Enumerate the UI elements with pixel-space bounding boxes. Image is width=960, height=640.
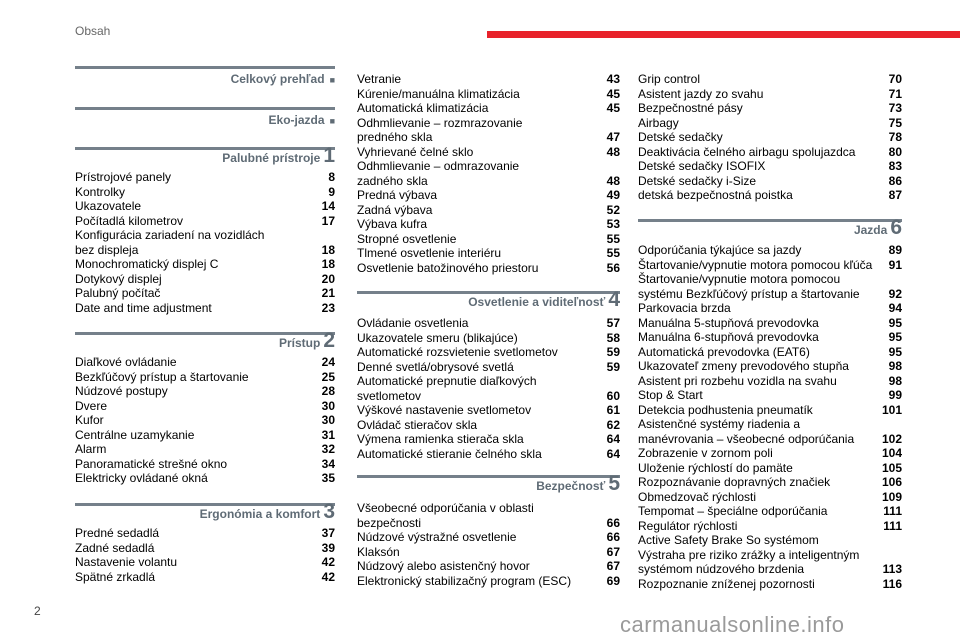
toc-entry[interactable] <box>638 533 902 577</box>
section-number: 2 <box>323 329 335 352</box>
section-title: Celkový prehľad <box>230 72 325 86</box>
toc-entry[interactable] <box>75 214 335 229</box>
toc-entry-page: 49 <box>606 188 620 202</box>
toc-entry[interactable] <box>638 130 902 145</box>
toc-entry-title: Ukazovatele smeru (blikajúce) <box>357 330 518 345</box>
toc-entry-title: Štartovanie/vypnutie motora pomocou kľúča <box>638 257 873 272</box>
toc-entry-title: Prístrojové panely <box>75 170 172 184</box>
toc-entry-page: 66 <box>606 515 620 530</box>
section-title: Osvetlenie a viditeľnosť <box>468 295 606 309</box>
toc-entry[interactable] <box>357 331 620 346</box>
toc-entry-page: 92 <box>888 286 902 301</box>
toc-entry[interactable] <box>638 504 902 519</box>
toc-entry-page: 64 <box>606 446 620 461</box>
toc-entry-title: Palubný počítač <box>75 286 161 300</box>
toc-entry[interactable] <box>638 188 902 203</box>
toc-entry[interactable] <box>357 101 620 116</box>
toc-entry[interactable] <box>357 203 620 218</box>
toc-entry-page: 106 <box>881 475 902 489</box>
toc-entry-page: 95 <box>888 344 902 359</box>
toc-entry[interactable] <box>638 316 902 331</box>
toc-entry-title: Bezpečnostné pásy <box>638 101 743 115</box>
toc-entry-title: Automatická prevodovka (EAT6) <box>638 344 810 359</box>
toc-entry-page: 18 <box>321 242 335 257</box>
toc-entry-title: Klaksón <box>357 544 400 559</box>
toc-entry-title: Odhmlievanie – odmrazovanie zadného skla <box>357 159 520 188</box>
toc-entry-title: Výbava kufra <box>357 217 428 231</box>
toc-entry[interactable] <box>357 217 620 232</box>
toc-entry[interactable] <box>357 72 620 87</box>
toc-entry-title: Automatické rozsvietenie svetlometov <box>357 345 558 359</box>
toc-entry-page: 59 <box>606 345 620 359</box>
section-title: Palubné prístroje <box>222 151 321 165</box>
toc-entry-title: Predná výbava <box>357 188 438 202</box>
toc-entry-title: Parkovacia brzda <box>638 301 731 315</box>
toc-entry-title: Panoramatické strešné okno <box>75 456 228 471</box>
toc-entry[interactable] <box>357 545 620 560</box>
toc-entry[interactable] <box>357 374 620 403</box>
toc-entry-page: 18 <box>321 257 335 271</box>
toc-entry[interactable] <box>638 519 902 534</box>
toc-entry-page: 60 <box>606 388 620 403</box>
section-title: Eko-jazda <box>268 113 325 127</box>
toc-entry-page: 45 <box>606 86 620 101</box>
section-title: Prístup <box>278 336 321 350</box>
toc-entry-title: Rozpoznanie zníženej pozornosti <box>638 576 815 591</box>
toc-entry-title: Výmena ramienka stierača skla <box>357 432 524 446</box>
toc-entry-title: Zadná výbava <box>357 202 433 217</box>
toc-entry-page: 109 <box>881 489 902 504</box>
toc-entry[interactable] <box>75 526 335 541</box>
section-number: 6 <box>890 216 902 239</box>
toc-entry-page: 14 <box>321 199 335 213</box>
toc-entry[interactable] <box>357 432 620 447</box>
toc-entry-title: Grip control <box>638 72 701 86</box>
toc-entry-page: 53 <box>606 217 620 231</box>
toc-entry[interactable] <box>75 442 335 457</box>
toc-entry[interactable] <box>75 355 335 370</box>
toc-list-4 <box>357 316 620 461</box>
header-accent-bar <box>487 31 960 38</box>
toc-entry[interactable] <box>357 159 620 188</box>
toc-entry[interactable] <box>75 399 335 414</box>
toc-entry-page: 56 <box>606 260 620 275</box>
toc-entry[interactable] <box>638 446 902 461</box>
section-title: Ergonómia a komfort <box>199 507 321 521</box>
toc-entry-page: 9 <box>328 184 335 199</box>
toc-entry-page: 102 <box>881 431 902 446</box>
toc-entry[interactable] <box>357 403 620 418</box>
toc-entry[interactable] <box>638 243 902 258</box>
toc-entry-page: 28 <box>321 384 335 398</box>
toc-entry[interactable] <box>75 257 335 272</box>
toc-entry-page: 47 <box>606 130 620 144</box>
toc-entry-page: 35 <box>321 471 335 485</box>
section-divider <box>75 66 335 69</box>
toc-entry[interactable] <box>638 72 902 87</box>
toc-entry-page: 99 <box>888 388 902 402</box>
toc-list-5 <box>357 501 620 588</box>
toc-entry-title: Núdzové výstražné osvetlenie <box>357 530 517 544</box>
toc-entry[interactable] <box>638 403 902 418</box>
toc-entry-title: Kontrolky <box>75 184 126 199</box>
toc-entry[interactable] <box>357 530 620 545</box>
toc-entry-page: 42 <box>321 569 335 584</box>
toc-entry-page: 95 <box>888 315 902 330</box>
toc-entry-title: Detské sedačky ISOFIX <box>638 159 766 173</box>
toc-entry[interactable] <box>75 384 335 399</box>
toc-entry-page: 55 <box>606 231 620 246</box>
toc-entry-title: Stop & Start <box>638 388 703 402</box>
section-number: 3 <box>323 500 335 523</box>
toc-entry-title: Osvetlenie batožinového priestoru <box>357 260 539 275</box>
toc-list-2 <box>75 355 335 486</box>
toc-entry-title: Detské sedačky i-Size <box>638 173 757 188</box>
section-title: Bezpečnosť <box>536 479 606 493</box>
toc-entry-page: 30 <box>321 413 335 427</box>
toc-entry-title: Počítadlá kilometrov <box>75 213 184 228</box>
toc-entry[interactable] <box>638 159 902 174</box>
toc-entry[interactable] <box>357 145 620 160</box>
toc-entry-title: Detské sedačky <box>638 130 723 144</box>
toc-entry[interactable] <box>357 559 620 574</box>
toc-entry-title: Nastavenie volantu <box>75 555 178 569</box>
toc-entry-page: 52 <box>606 202 620 217</box>
toc-entry-title: Konfigurácia zariadení na vozidlách bez displeja <box>75 228 265 257</box>
toc-entry-page: 62 <box>606 417 620 432</box>
toc-entry[interactable] <box>357 360 620 375</box>
toc-entry-title: Ovládač stieračov skla <box>357 417 478 432</box>
toc-entry-page: 61 <box>606 403 620 417</box>
toc-entry-title: Spätné zrkadlá <box>75 569 156 584</box>
toc-entry[interactable] <box>75 413 335 428</box>
toc-entry-page: 32 <box>321 442 335 456</box>
toc-entry[interactable] <box>75 555 335 570</box>
toc-entry[interactable] <box>638 417 902 446</box>
toc-entry-title: Elektricky ovládané okná <box>75 471 208 485</box>
toc-entry-title: Núdzové postupy <box>75 384 168 398</box>
toc-entry-title: Ukazovatele <box>75 199 142 213</box>
toc-entry-page: 111 <box>883 504 902 518</box>
toc-entry[interactable] <box>638 87 902 102</box>
toc-entry-page: 98 <box>888 373 902 388</box>
toc-entry[interactable] <box>357 345 620 360</box>
toc-entry[interactable] <box>638 345 902 360</box>
toc-entry-page: 59 <box>606 359 620 374</box>
toc-entry-title: Zadné sedadlá <box>75 540 155 555</box>
toc-entry-title: Asistent pri rozbehu vozidla na svahu <box>638 373 837 388</box>
toc-entry[interactable] <box>638 145 902 160</box>
toc-entry-title: Bezkľúčový prístup a štartovanie <box>75 369 249 384</box>
toc-entry-page: 64 <box>606 432 620 446</box>
toc-entry-title: Asistenčné systémy riadenia a manévrovania – všeobecné odporúčania <box>638 417 855 446</box>
toc-entry-page: 30 <box>321 398 335 413</box>
toc-entry-title: Kúrenie/manuálna klimatizácia <box>357 86 520 101</box>
section-divider <box>75 107 335 110</box>
toc-entry-title: Ukazovateľ zmeny prevodového stupňa <box>638 359 849 373</box>
toc-entry-page: 101 <box>881 402 902 417</box>
toc-entry-title: Active Safety Brake So systémom Výstraha pre riziko zrážky a inteligentným systémom núdzového brzdenia <box>638 533 860 576</box>
section-number: 5 <box>608 472 620 495</box>
toc-entry-title: Štartovanie/vypnutie motora pomocou systému Bezkľúčový prístup a štartovanie <box>638 272 860 301</box>
toc-entry-title: Odporúčania týkajúce sa jazdy <box>638 243 802 257</box>
section-heading-5[interactable] <box>536 474 620 493</box>
toc-list-safety-cont <box>638 72 902 203</box>
toc-entry-title: Date and time adjustment <box>75 300 212 315</box>
section-heading-eko[interactable] <box>269 113 335 127</box>
toc-entry-page: 95 <box>888 330 902 344</box>
toc-entry-page: 66 <box>606 530 620 544</box>
toc-entry[interactable] <box>75 185 335 200</box>
toc-entry-page: 48 <box>606 173 620 188</box>
toc-entry-page: 89 <box>888 243 902 257</box>
toc-entry[interactable] <box>638 374 902 389</box>
toc-entry-page: 45 <box>606 101 620 115</box>
toc-entry-title: Vetranie <box>357 72 402 86</box>
toc-entry[interactable] <box>357 246 620 261</box>
toc-entry-title: Automatické prepnutie diaľkových svetlometov <box>357 374 537 403</box>
section-heading-1[interactable] <box>222 146 335 165</box>
section-marker-icon: ■ <box>329 116 335 126</box>
toc-entry-title: Diaľkové ovládanie <box>75 355 177 369</box>
toc-entry-page: 94 <box>888 301 902 315</box>
toc-entry-title: Kufor <box>75 413 104 427</box>
toc-entry-title: Odhmlievanie – rozmrazovanie predného skla <box>357 115 523 144</box>
toc-entry-page: 80 <box>888 144 902 159</box>
toc-entry-title: Regulátor rýchlosti <box>638 518 738 533</box>
toc-entry-page: 31 <box>321 427 335 442</box>
toc-entry-page: 105 <box>881 460 902 475</box>
toc-entry[interactable] <box>357 574 620 589</box>
toc-entry-title: Všeobecné odporúčania v oblasti bezpečnosti <box>357 501 534 530</box>
toc-entry-title: Elektronický stabilizačný program (ESC) <box>357 573 572 588</box>
toc-entry[interactable] <box>638 475 902 490</box>
toc-entry-title: Obmedzovač rýchlosti <box>638 489 757 504</box>
section-number: 1 <box>323 144 335 167</box>
toc-entry-title: Airbagy <box>638 115 679 130</box>
toc-entry-title: Detekcia podhustenia pneumatík <box>638 402 813 417</box>
toc-entry-page: 67 <box>606 559 620 573</box>
toc-list-comfort-cont <box>357 72 620 275</box>
toc-entry[interactable] <box>75 471 335 486</box>
toc-entry-page: 71 <box>888 86 902 101</box>
toc-entry-title: Rozpoznávanie dopravných značiek <box>638 475 831 489</box>
toc-entry-title: Výškové nastavenie svetlometov <box>357 403 532 417</box>
toc-entry[interactable] <box>75 199 335 214</box>
toc-entry[interactable] <box>75 301 335 316</box>
toc-entry-title: Centrálne uzamykanie <box>75 427 195 442</box>
toc-entry-title: Vyhrievané čelné sklo <box>357 144 474 159</box>
toc-entry-page: 78 <box>888 130 902 144</box>
toc-entry-page: 20 <box>321 271 335 286</box>
toc-entry-title: Zobrazenie v zornom poli <box>638 446 773 460</box>
toc-entry[interactable] <box>638 272 902 301</box>
toc-entry-title: Alarm <box>75 442 107 456</box>
toc-entry[interactable] <box>638 490 902 505</box>
toc-entry-page: 75 <box>888 115 902 130</box>
toc-entry[interactable] <box>75 570 335 585</box>
toc-entry[interactable] <box>357 116 620 145</box>
toc-entry[interactable] <box>357 232 620 247</box>
toc-entry[interactable] <box>357 418 620 433</box>
toc-entry-title: Dvere <box>75 398 108 413</box>
toc-list-3 <box>75 526 335 584</box>
toc-entry[interactable] <box>357 316 620 331</box>
toc-entry-page: 43 <box>606 72 620 86</box>
toc-entry[interactable] <box>75 286 335 301</box>
toc-entry-page: 83 <box>888 159 902 173</box>
toc-entry-title: detská bezpečnostná poistka <box>638 188 793 202</box>
toc-entry[interactable] <box>638 461 902 476</box>
toc-entry-page: 104 <box>881 446 902 460</box>
toc-entry[interactable] <box>357 87 620 102</box>
toc-entry[interactable] <box>75 541 335 556</box>
toc-entry[interactable] <box>75 457 335 472</box>
section-heading-2[interactable] <box>279 331 335 350</box>
toc-entry[interactable] <box>357 261 620 276</box>
toc-entry-page: 86 <box>888 173 902 188</box>
toc-entry-title: Núdzový alebo asistenčný hovor <box>357 559 530 573</box>
toc-entry-title: Asistent jazdy zo svahu <box>638 86 764 101</box>
toc-list-6 <box>638 243 902 591</box>
toc-entry-title: Uloženie rýchlostí do pamäte <box>638 460 793 475</box>
toc-entry-page: 73 <box>888 101 902 115</box>
toc-entry[interactable] <box>75 428 335 443</box>
toc-entry-page: 116 <box>882 576 902 591</box>
toc-entry-title: Tempomat – špeciálne odporúčania <box>638 504 828 518</box>
toc-entry[interactable] <box>75 272 335 287</box>
toc-entry[interactable] <box>638 116 902 131</box>
toc-entry[interactable] <box>638 174 902 189</box>
toc-entry-title: Automatické stieranie čelného skla <box>357 446 542 461</box>
toc-entry-title: Stropné osvetlenie <box>357 231 457 246</box>
toc-entry[interactable] <box>638 258 902 273</box>
toc-entry-page: 23 <box>321 300 335 315</box>
toc-entry-title: Tlmené osvetlenie interiéru <box>357 246 502 260</box>
toc-entry-page: 69 <box>606 573 620 588</box>
toc-entry-page: 87 <box>888 188 902 202</box>
toc-entry-page: 37 <box>321 526 335 540</box>
toc-entry-page: 21 <box>321 286 335 300</box>
toc-entry-page: 58 <box>606 330 620 345</box>
section-heading-3[interactable] <box>200 502 335 521</box>
toc-entry-title: Ovládanie osvetlenia <box>357 316 469 330</box>
watermark: carmanualsonline.info <box>620 612 845 637</box>
toc-entry-page: 91 <box>888 257 902 272</box>
toc-entry[interactable] <box>357 501 620 530</box>
toc-entry[interactable] <box>638 388 902 403</box>
section-title: Jazda <box>853 223 888 237</box>
section-heading-celkovy[interactable] <box>231 72 335 86</box>
toc-entry[interactable] <box>638 330 902 345</box>
toc-entry-page: 57 <box>606 316 620 330</box>
toc-entry-page: 34 <box>321 456 335 471</box>
toc-entry[interactable] <box>638 577 902 592</box>
toc-entry-page: 48 <box>606 144 620 159</box>
toc-entry-page: 111 <box>883 518 902 533</box>
page-number: 2 <box>34 604 41 618</box>
toc-entry[interactable] <box>75 228 335 257</box>
toc-entry-title: Predné sedadlá <box>75 526 160 540</box>
toc-entry-page: 39 <box>321 540 335 555</box>
toc-entry-title: Manuálna 6-stupňová prevodovka <box>638 330 819 344</box>
toc-entry[interactable] <box>75 170 335 185</box>
toc-entry-page: 8 <box>328 170 335 184</box>
toc-entry-title: Monochromatický displej C <box>75 257 219 271</box>
toc-entry-page: 42 <box>321 555 335 569</box>
toc-entry-title: Automatická klimatizácia <box>357 101 489 115</box>
toc-entry-page: 98 <box>888 359 902 373</box>
header-title: Obsah <box>75 24 111 38</box>
toc-entry-page: 67 <box>606 544 620 559</box>
toc-entry-page: 25 <box>321 369 335 384</box>
section-heading-4[interactable] <box>468 290 620 309</box>
toc-entry-title: Manuálna 5-stupňová prevodovka <box>638 315 819 330</box>
toc-entry-title: Deaktivácia čelného airbagu spolujazdca <box>638 144 856 159</box>
toc-entry-page: 113 <box>882 562 902 576</box>
section-marker-icon: ■ <box>329 75 335 85</box>
toc-entry-title: Denné svetlá/obrysové svetlá <box>357 359 514 374</box>
toc-entry-page: 17 <box>321 213 335 228</box>
toc-list-1 <box>75 170 335 315</box>
toc-entry[interactable] <box>357 447 620 462</box>
toc-entry-page: 24 <box>321 355 335 369</box>
toc-entry-page: 70 <box>888 72 902 86</box>
section-heading-6[interactable] <box>854 218 902 237</box>
toc-entry[interactable] <box>638 101 902 116</box>
section-number: 4 <box>608 288 620 311</box>
toc-entry-title: Dotykový displej <box>75 271 162 286</box>
toc-entry[interactable] <box>75 370 335 385</box>
toc-entry[interactable] <box>357 188 620 203</box>
toc-entry[interactable] <box>638 301 902 316</box>
toc-entry[interactable] <box>638 359 902 374</box>
toc-entry-page: 55 <box>606 246 620 260</box>
